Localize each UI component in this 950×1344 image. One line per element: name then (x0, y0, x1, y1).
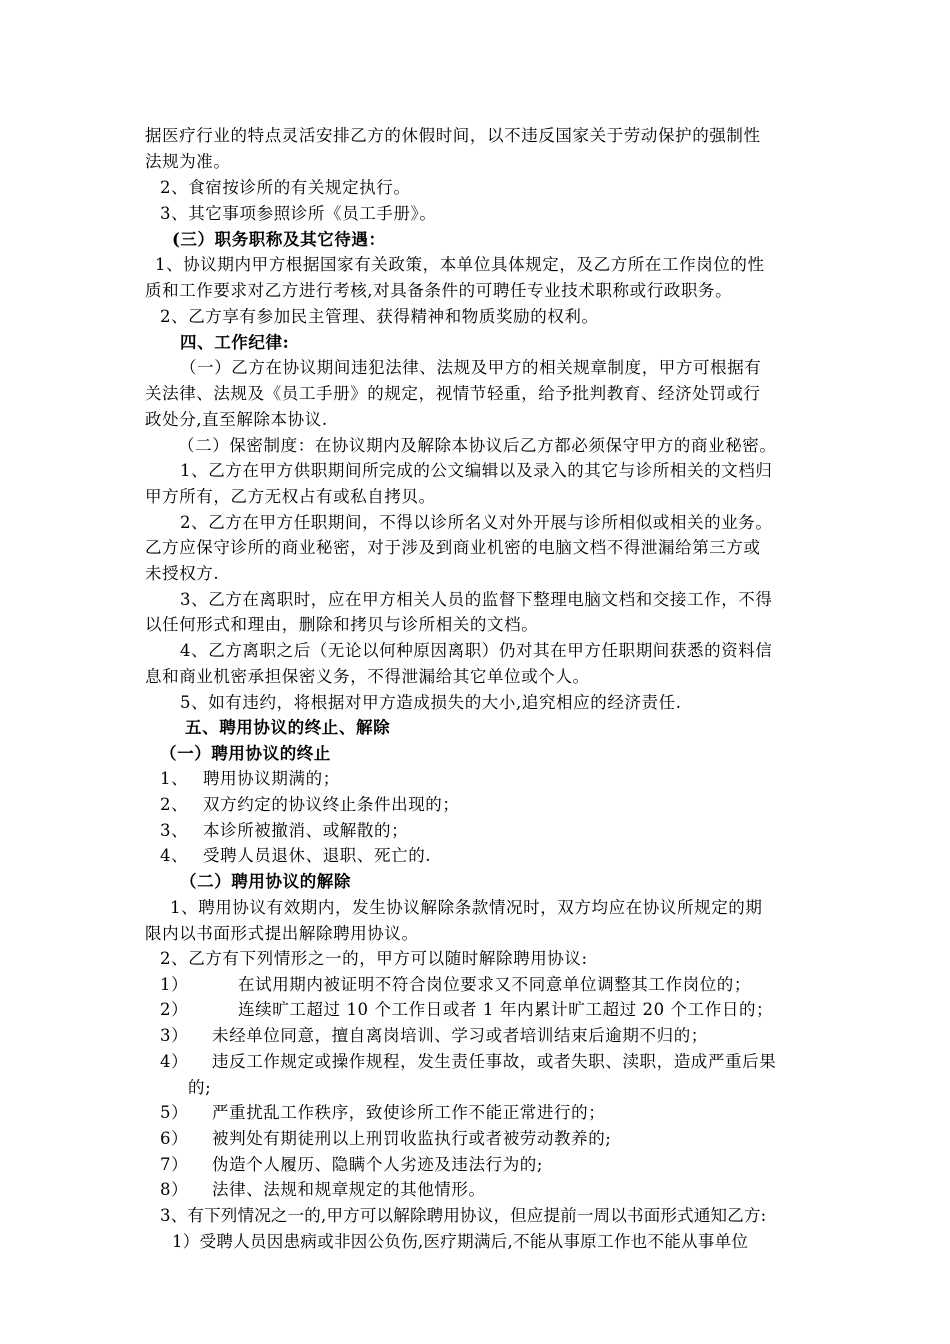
list-item (160, 1103, 605, 1123)
list-text: 法律、法规和规章规定的其他情形。 (212, 1180, 486, 1199)
list-item (160, 975, 751, 995)
list-text: 未经单位同意，擅自离岗培训、学习或者培训结束后逾期不归的； (212, 1026, 708, 1045)
list-text: 违反工作规定或操作规程，发生责任事故，或者失职、渎职，造成严重后果 (212, 1052, 777, 1071)
paragraph-line: 2、乙方有下列情形之一的，甲方可以随时解除聘用协议: (160, 949, 588, 968)
paragraph-line: 4、乙方离职之后（无论以何种原因离职）仍对其在甲方任职期间获悉的资料信 (180, 641, 773, 660)
list-text: 在试用期内被证明不符合岗位要求又不同意单位调整其工作岗位的； (238, 975, 751, 994)
list-number: 1） (160, 975, 189, 994)
list-number: 4、 (160, 846, 189, 865)
list-number: 3） (160, 1026, 189, 1045)
list-item (160, 1129, 611, 1149)
paragraph-line: （一）乙方在协议期间违犯法律、法规及甲方的相关规章制度，甲方可根据有 (180, 358, 762, 377)
section-heading: （二）聘用协议的解除 (180, 872, 351, 891)
list-item (160, 795, 460, 815)
paragraph-line: 1）受聘人员因患病或非因公负伤,医疗期满后,不能从事原工作也不能从事单位 (172, 1232, 749, 1251)
list-item (160, 769, 340, 789)
list-number: 7） (160, 1155, 189, 1174)
section-heading: 四、工作纪律: (180, 333, 290, 352)
list-text: 聘用协议期满的； (203, 769, 340, 788)
paragraph-line: 的; (188, 1078, 212, 1097)
paragraph-line: 1、协议期内甲方根据国家有关政策，本单位具体规定，及乙方所在工作岗位的性 (155, 255, 765, 274)
paragraph-line: 1、聘用协议有效期内，发生协议解除条款情况时，双方均应在协议所规定的期 (170, 898, 763, 917)
list-text: 被判处有期徒刑以上刑罚收监执行或者被劳动教养的; (212, 1129, 612, 1148)
list-number: 5） (160, 1103, 189, 1122)
paragraph-line: 据医疗行业的特点灵活安排乙方的休假时间，以不违反国家关于劳动保护的强制性 (145, 126, 761, 145)
paragraph-line: 甲方所有，乙方无权占有或私自拷贝。 (145, 487, 436, 506)
paragraph-line: 3、有下列情况之一的,甲方可以解除聘用协议，但应提前一周以书面形式通知乙方: (160, 1206, 767, 1225)
paragraph-line: 2、乙方在甲方任职期间，不得以诊所名义对外开展与诊所相似或相关的业务。 (180, 513, 773, 532)
paragraph-line: 限内以书面形式提出解除聘用协议。 (145, 924, 419, 943)
section-heading: (三）职务职称及其它待遇： (172, 230, 386, 249)
list-item (160, 1000, 773, 1020)
paragraph-line: 3、乙方在离职时，应在甲方相关人员的监督下整理电脑文档和交接工作，不得 (180, 590, 773, 609)
paragraph-line: 乙方应保守诊所的商业秘密，对于涉及到商业机密的电脑文档不得泄漏给第三方或 (145, 538, 761, 557)
list-number: 2） (160, 1000, 189, 1019)
paragraph-line: 质和工作要求对乙方进行考核,对具备条件的可聘任专业技术职称或行政职务。 (145, 281, 733, 300)
paragraph-line: 3、其它事项参照诊所《员工手册》。 (160, 204, 437, 223)
paragraph-line: 2、乙方享有参加民主管理、获得精神和物质奖励的权利。 (160, 307, 599, 326)
list-text: 本诊所被撤消、或解散的； (203, 821, 409, 840)
list-item (160, 1180, 486, 1200)
list-text: 双方约定的协议终止条件出现的； (203, 795, 460, 814)
paragraph-line: 关法律、法规及《员工手册》的规定，视情节轻重，给予批判教育、经济处罚或行 (145, 384, 761, 403)
section-heading: （一）聘用协议的终止 (160, 744, 331, 763)
list-item (160, 821, 408, 841)
list-number: 1、 (160, 769, 189, 788)
list-number: 8） (160, 1180, 189, 1199)
paragraph-line: 2、食宿按诊所的有关规定执行。 (160, 178, 411, 197)
paragraph-line: 未授权方. (145, 564, 220, 583)
list-number: 6） (160, 1129, 189, 1148)
paragraph-line: 以任何形式和理由，删除和拷贝与诊所相关的文档。 (145, 615, 539, 634)
paragraph-line: 1、乙方在甲方供职期间所完成的公文编辑以及录入的其它与诊所相关的文档归 (180, 461, 773, 480)
list-text: 连续旷工超过 10 个工作日或者 1 年内累计旷工超过 20 个工作日的； (238, 1000, 774, 1019)
list-item (160, 1026, 708, 1046)
paragraph-line: 息和商业机密承担保密义务，不得泄漏给其它单位或个人。 (145, 667, 590, 686)
list-item (160, 1155, 543, 1175)
paragraph-line: 政处分,直至解除本协议. (145, 410, 328, 429)
list-text: 伪造个人履历、隐瞒个人劣迹及违法行为的; (212, 1155, 544, 1174)
list-text: 受聘人员退休、退职、死亡的. (203, 846, 432, 865)
list-number: 2、 (160, 795, 189, 814)
list-number: 4） (160, 1052, 189, 1071)
list-text: 严重扰乱工作秩序，致使诊所工作不能正常进行的； (212, 1103, 606, 1122)
paragraph-line: （二）保密制度：在协议期内及解除本协议后乙方都必须保守甲方的商业秘密。 (178, 436, 777, 455)
list-item (160, 1052, 776, 1072)
section-heading: 五、聘用协议的终止、解除 (185, 718, 391, 737)
paragraph-line: 法规为准。 (145, 152, 231, 171)
paragraph-line: 5、如有违约，将根据对甲方造成损失的大小,追究相应的经济责任. (180, 693, 682, 712)
list-item (160, 846, 431, 866)
list-number: 3、 (160, 821, 189, 840)
